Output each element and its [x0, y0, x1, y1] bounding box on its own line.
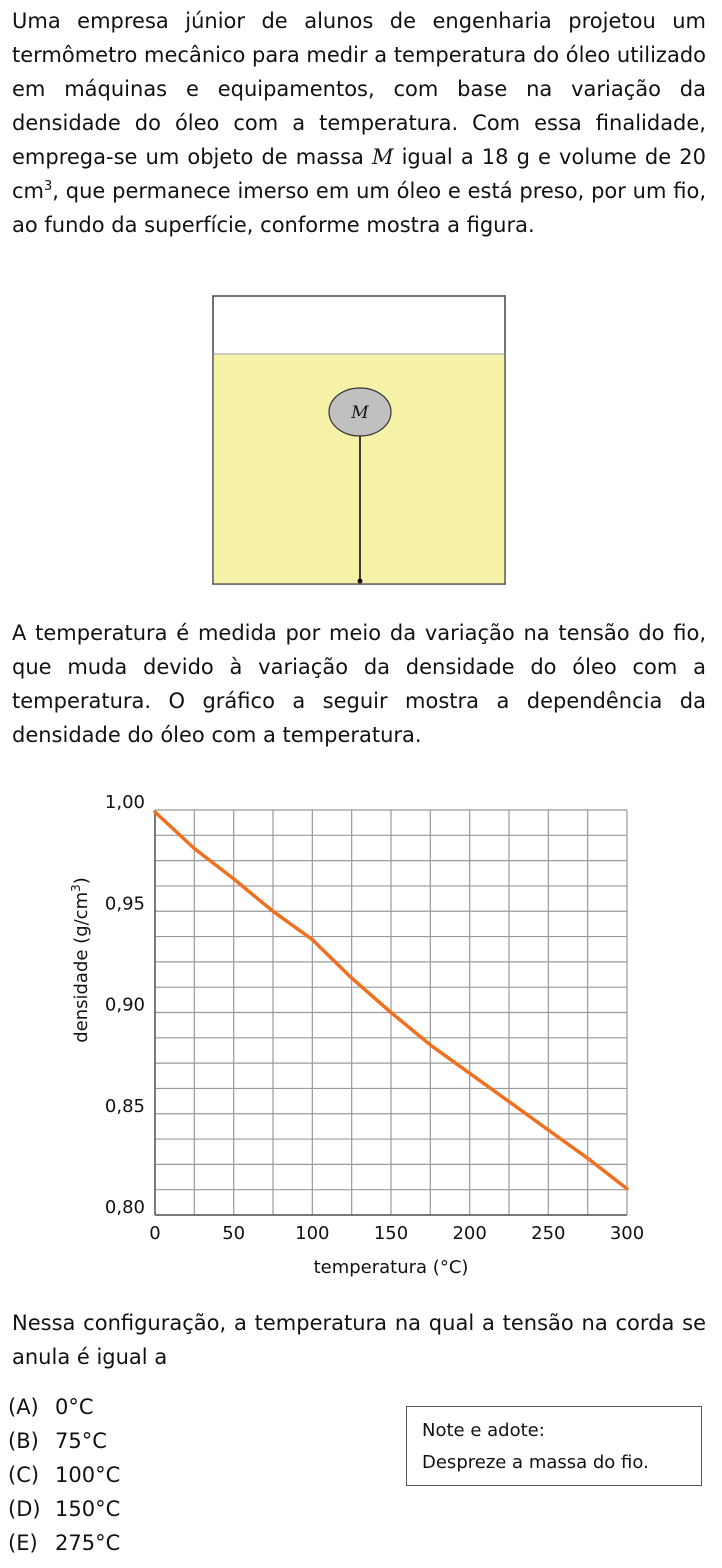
x-tick-label: 300	[609, 1223, 645, 1244]
y-tick-label: 0,90	[104, 994, 145, 1016]
mass-label: M	[351, 403, 369, 423]
string-anchor-point	[358, 579, 363, 584]
tick-labels	[105, 792, 644, 1244]
option-text: 100°C	[55, 1463, 121, 1487]
intro-text-3: , que permanece imerso em um óleo e está preso, por um fio, ao fundo da superfície, conforme mostra a figura.	[12, 179, 706, 237]
y-tick-label: 0,95	[104, 893, 145, 915]
paragraph-2: A temperatura é medida por meio da variação na tensão do fio, que muda devido à variação da densidade do óleo com a temperatura. O gráfico a seguir mostra a dependência da densidade do óleo com a temperatura.	[12, 621, 706, 747]
option-d[interactable]	[8, 1492, 120, 1526]
y-axis-label-exponent: 3	[69, 884, 83, 892]
option-letter: (E)	[8, 1531, 38, 1555]
oil-container-figure	[212, 295, 506, 585]
option-text: 150°C	[55, 1497, 121, 1521]
option-text: 75°C	[55, 1429, 107, 1453]
option-a[interactable]	[8, 1390, 120, 1424]
x-tick-label: 100	[295, 1223, 330, 1244]
volume-exponent: 3	[44, 179, 53, 194]
option-b[interactable]	[8, 1424, 120, 1458]
y-axis-label-text: densidade (g/cm	[71, 891, 92, 1043]
intro-text-1: Uma empresa júnior de alunos de engenharia projetou um termômetro mecânico para medir a temperatura do óleo utilizado em máquinas e equipamentos, com base na variação da densidade do óleo com a temperatura. Com essa finalidade, emprega-se um objeto de massa	[12, 9, 706, 169]
x-tick-label: 250	[531, 1223, 566, 1244]
intro-text-2: igual a 18 g e volume de 20 cm	[12, 145, 706, 203]
option-letter: (D)	[8, 1497, 41, 1521]
density-temperature-chart	[60, 785, 660, 1285]
option-text: 275°C	[55, 1531, 121, 1555]
note-title: Note e adote:	[422, 1420, 545, 1441]
y-tick-label: 0,80	[104, 1197, 145, 1218]
note-text: Despreze a massa do fio.	[422, 1452, 649, 1473]
question-text: Nessa configuração, a temperatura na qual a tensão na corda se anula é igual a	[12, 1311, 706, 1369]
option-e[interactable]	[8, 1526, 120, 1560]
option-letter: (C)	[8, 1463, 40, 1487]
y-tick-label: 0,85	[104, 1095, 145, 1117]
y-axis-label	[69, 877, 92, 1043]
option-letter: (B)	[8, 1429, 39, 1453]
x-axis-label: temperatura (°C)	[313, 1257, 469, 1278]
intro-paragraph	[12, 4, 706, 242]
x-tick-label: 50	[222, 1223, 246, 1244]
option-letter: (A)	[8, 1395, 39, 1419]
note-box	[406, 1406, 702, 1486]
answer-options	[8, 1390, 120, 1560]
x-tick-label: 0	[149, 1223, 161, 1244]
x-tick-label: 150	[373, 1223, 409, 1244]
mass-symbol: M	[371, 145, 394, 169]
y-axis-label-close: )	[71, 877, 92, 885]
x-tick-label: 200	[452, 1223, 487, 1244]
y-tick-label: 1,00	[104, 792, 145, 813]
option-text: 0°C	[55, 1395, 94, 1419]
option-c[interactable]	[8, 1458, 120, 1492]
